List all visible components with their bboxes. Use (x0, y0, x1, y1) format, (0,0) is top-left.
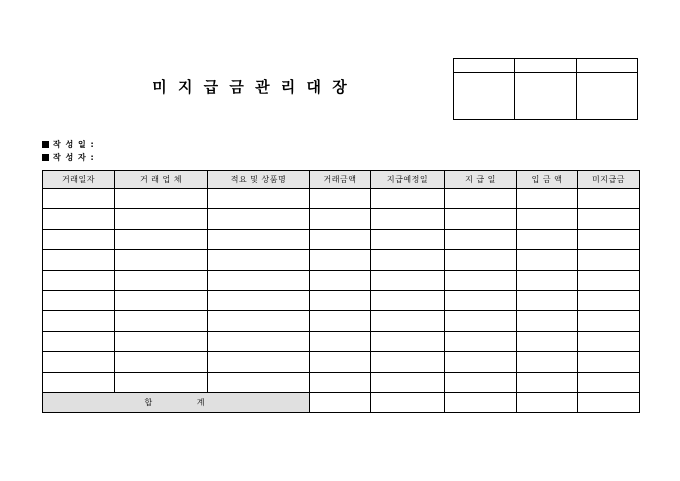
table-cell (445, 311, 517, 331)
table-cell (517, 209, 578, 229)
table-cell (43, 331, 115, 351)
table-cell (371, 250, 445, 270)
table-cell (208, 352, 310, 372)
table-cell (578, 331, 640, 351)
table-cell (445, 209, 517, 229)
table-cell (208, 250, 310, 270)
table-cell (115, 189, 208, 209)
payables-ledger-table (42, 170, 640, 413)
table-cell (445, 290, 517, 310)
square-bullet-icon (42, 141, 49, 148)
table-cell (578, 372, 640, 392)
table-cell (310, 229, 371, 249)
table-cell (445, 189, 517, 209)
table-cell (517, 372, 578, 392)
table-cell (43, 352, 115, 372)
approval-header-cell (515, 59, 576, 73)
approval-header-cell (576, 59, 637, 73)
page-title: 미 지 급 금 관 리 대 장 (152, 78, 348, 96)
column-header-vendor: 거 래 업 체 (115, 171, 208, 189)
table-cell (578, 229, 640, 249)
table-header-row (43, 171, 640, 189)
table-cell (371, 229, 445, 249)
table-cell (371, 270, 445, 290)
table-cell (43, 209, 115, 229)
table-cell (517, 311, 578, 331)
table-cell (43, 372, 115, 392)
column-header-unpaid-amount: 미지급금 (578, 171, 640, 189)
table-row (43, 352, 640, 372)
column-header-transaction-date: 거래일자 (43, 171, 115, 189)
table-cell (115, 209, 208, 229)
table-cell (115, 331, 208, 351)
author-label: 작 성 자 : (53, 153, 95, 162)
table-cell (445, 270, 517, 290)
table-cell (43, 270, 115, 290)
table-cell (517, 331, 578, 351)
table-cell (310, 209, 371, 229)
table-cell (445, 331, 517, 351)
approval-box (453, 58, 638, 120)
author-field (42, 153, 95, 163)
table-cell (208, 209, 310, 229)
table-cell (115, 270, 208, 290)
table-cell (517, 229, 578, 249)
table-cell (371, 372, 445, 392)
table-cell (578, 209, 640, 229)
created-date-field (42, 140, 95, 150)
table-cell (43, 250, 115, 270)
table-cell (310, 372, 371, 392)
table-row (43, 311, 640, 331)
table-cell (371, 189, 445, 209)
approval-sign-cell (454, 73, 515, 120)
table-cell (445, 352, 517, 372)
table-cell (115, 311, 208, 331)
table-row (43, 372, 640, 392)
approval-sign-cell (576, 73, 637, 120)
table-cell (310, 270, 371, 290)
table-cell (445, 372, 517, 392)
table-cell (517, 290, 578, 310)
table-cell (115, 290, 208, 310)
table-row (43, 209, 640, 229)
table-cell (310, 331, 371, 351)
table-cell (371, 290, 445, 310)
table-row (43, 250, 640, 270)
total-row (43, 392, 640, 412)
table-cell (578, 189, 640, 209)
table-cell (578, 290, 640, 310)
table-cell (310, 189, 371, 209)
table-cell (310, 290, 371, 310)
table-row (43, 189, 640, 209)
table-cell (517, 352, 578, 372)
table-cell (115, 352, 208, 372)
table-row (43, 270, 640, 290)
created-date-label: 작 성 일 : (53, 140, 95, 149)
table-cell (517, 270, 578, 290)
total-cell (310, 392, 371, 412)
table-cell (371, 311, 445, 331)
table-cell (43, 229, 115, 249)
column-header-scheduled-payment-date: 지급예정일 (371, 171, 445, 189)
total-cell (371, 392, 445, 412)
table-cell (310, 250, 371, 270)
total-cell (578, 392, 640, 412)
table-cell (371, 331, 445, 351)
table-row (43, 229, 640, 249)
table-cell (578, 311, 640, 331)
total-cell (517, 392, 578, 412)
table-cell (310, 352, 371, 372)
table-cell (517, 250, 578, 270)
table-cell (208, 229, 310, 249)
table-cell (445, 229, 517, 249)
column-header-transaction-amount: 거래금액 (310, 171, 371, 189)
table-cell (43, 311, 115, 331)
column-header-payment-date: 지 급 일 (445, 171, 517, 189)
square-bullet-icon (42, 154, 49, 161)
table-cell (208, 189, 310, 209)
table-row (43, 331, 640, 351)
table-cell (578, 270, 640, 290)
table-cell (371, 352, 445, 372)
column-header-description: 적요 및 상품명 (208, 171, 310, 189)
table-cell (445, 250, 517, 270)
table-cell (115, 250, 208, 270)
total-cell (445, 392, 517, 412)
approval-sign-cell (515, 73, 576, 120)
table-cell (208, 290, 310, 310)
table-cell (517, 189, 578, 209)
ledger-body (43, 189, 640, 393)
table-cell (115, 372, 208, 392)
table-cell (115, 229, 208, 249)
table-cell (208, 372, 310, 392)
table-cell (208, 311, 310, 331)
table-cell (208, 270, 310, 290)
column-header-deposit-amount: 입 금 액 (517, 171, 578, 189)
table-row (43, 290, 640, 310)
table-cell (578, 352, 640, 372)
table-cell (208, 331, 310, 351)
table-cell (43, 189, 115, 209)
table-cell (578, 250, 640, 270)
approval-header-cell (454, 59, 515, 73)
total-label: 합 계 (43, 392, 310, 412)
table-cell (371, 209, 445, 229)
table-cell (43, 290, 115, 310)
table-cell (310, 311, 371, 331)
